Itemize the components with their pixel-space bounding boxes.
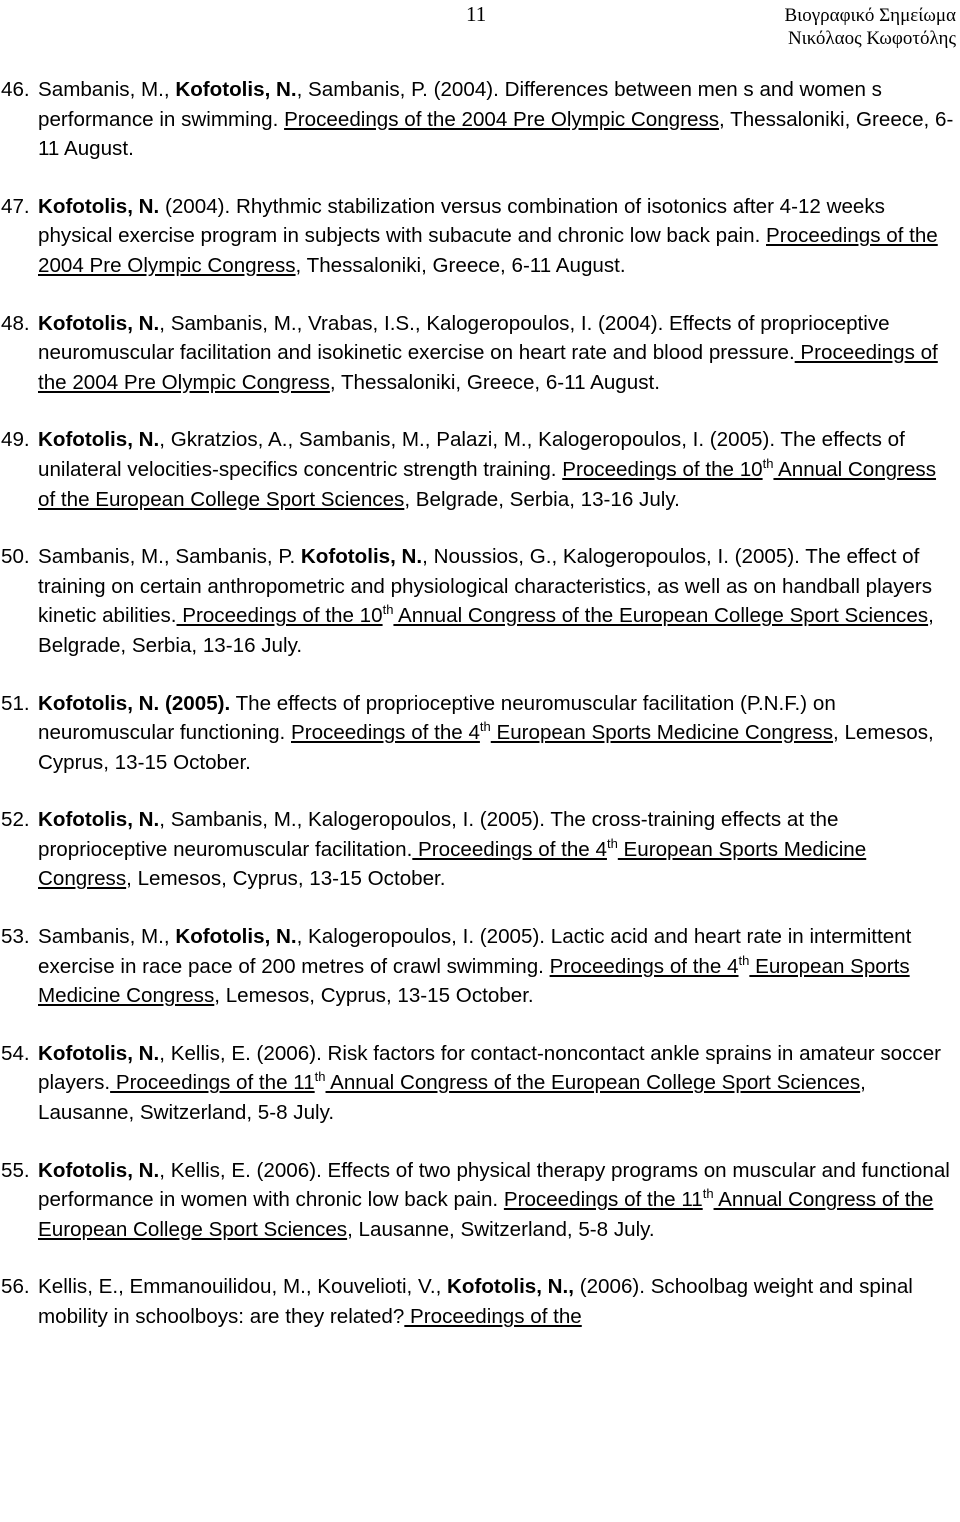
reference-text: , Kellis, E. (2006). Risk factors for contact-noncontact ankle sprains in amateur soccer players.: [38, 1041, 942, 1095]
author-name-bold: Kofotolis, N. (2005).: [38, 691, 231, 715]
reference-entry: [0, 1272, 960, 1331]
document-title: Βιογραφικό Σημείωμα: [784, 5, 956, 26]
proceedings-title: Proceedings of the 11: [503, 1188, 703, 1212]
author-name-bold: Kofotolis, N.,: [447, 1275, 574, 1299]
reference-entry: [0, 425, 960, 514]
author-name-bold: Kofotolis, N.: [38, 311, 160, 335]
ordinal-superscript: th: [762, 455, 774, 471]
author-name-bold: Kofotolis, N.: [38, 808, 160, 832]
reference-text: , Kellis, E. (2006). Effects of two physical therapy programs on muscular and functional performance in women with chronic low back pain.: [38, 1158, 950, 1212]
proceedings-title: European Sports Medicine Congress: [490, 721, 834, 745]
reference-number: 54.: [1, 1041, 30, 1065]
reference-entry: [0, 1156, 960, 1245]
reference-text: , Lemesos, Cyprus, 13-15 October.: [38, 721, 934, 774]
reference-number: 56.: [1, 1275, 30, 1299]
reference-number: 52.: [1, 808, 30, 832]
reference-number: 55.: [1, 1158, 30, 1182]
reference-text: , Belgrade, Serbia, 13-16 July.: [38, 604, 934, 657]
ordinal-superscript: th: [702, 1186, 714, 1202]
reference-entry: [0, 75, 960, 164]
proceedings-title: Annual Congress of the European College Sport Sciences: [325, 1071, 861, 1095]
reference-text: , Thessaloniki, Greece, 6-11 August.: [38, 107, 954, 161]
proceedings-title: European Sports Medicine Congress: [38, 837, 867, 891]
reference-text: , Lausanne, Switzerland, 5-8 July.: [38, 1071, 866, 1125]
reference-text: (2006). Schoolbag weight and spinal mobility in schoolboys: are they related?: [38, 1275, 913, 1328]
reference-text: (2004). Rhythmic stabilization versus combination of isotonics after 4-12 weeks physical exercise program in subjects with subacute and chronic low back pain.: [38, 194, 885, 248]
reference-text: , Lemesos, Cyprus, 13-15 October.: [126, 867, 446, 891]
author-name-bold: Kofotolis, N.: [300, 545, 423, 569]
proceedings-title: Proceedings of the 10: [176, 604, 383, 628]
proceedings-title: Annual Congress of the European College Sport Sciences: [393, 604, 929, 628]
proceedings-title: European Sports Medicine Congress: [38, 954, 910, 1008]
reference-entry: [0, 689, 960, 778]
reference-text: , Thessaloniki, Greece, 6-11 August.: [295, 253, 626, 277]
reference-text: Sambanis, M.,: [38, 925, 176, 949]
proceedings-title: Proceedings of the 11: [110, 1071, 315, 1095]
reference-text: , Kalogeropoulos, I. (2005). Lactic acid and heart rate in intermittent exercise in race pace of 200 metres of crawl swimming.: [38, 925, 912, 978]
reference-number: 48.: [1, 311, 30, 335]
reference-text: , Lemesos, Cyprus, 13-15 October.: [214, 984, 534, 1008]
ordinal-superscript: th: [382, 602, 394, 618]
page-number: 11: [466, 2, 487, 26]
author-name-bold: Kofotolis, N.: [38, 194, 160, 218]
proceedings-title: Proceedings of the 10: [562, 457, 763, 481]
reference-number: 53.: [1, 925, 30, 949]
ordinal-superscript: th: [314, 1069, 326, 1085]
proceedings-title: Annual Congress of the European College Sport Sciences: [38, 1188, 934, 1241]
running-header: [784, 4, 956, 50]
author-name-bold: Kofotolis, N.: [38, 1158, 160, 1182]
author-name: Νικόλαος Κωφοτόλης: [787, 28, 956, 49]
author-name-bold: Kofotolis, N.: [38, 1041, 160, 1065]
reference-entry: [0, 542, 960, 660]
reference-number: 49.: [1, 428, 30, 452]
reference-entry: [0, 805, 960, 894]
reference-number: 51.: [1, 691, 30, 715]
proceedings-title: Proceedings of the 4: [291, 721, 480, 745]
author-name-bold: Kofotolis, N.: [175, 925, 297, 949]
proceedings-title: Proceedings of the: [404, 1305, 582, 1328]
proceedings-title: Proceedings of the 4: [549, 954, 739, 978]
author-name-bold: Kofotolis, N.: [38, 428, 160, 452]
reference-text: , Belgrade, Serbia, 13-16 July.: [404, 487, 680, 511]
reference-number: 50.: [1, 545, 30, 569]
reference-text: Sambanis, M., Sambanis, P.: [38, 545, 301, 569]
reference-text: , Sambanis, M., Kalogeropoulos, I. (2005). The cross-training effects at the proprioceptive neuromuscular facilitation.: [38, 808, 839, 861]
reference-text: Sambanis, M.,: [38, 78, 176, 101]
reference-text: , Noussios, G., Kalogeropoulos, I. (2005). The effect of training on certain anthropometric and physiological characteristics, as well as on handball players kinetic abilities.: [38, 545, 933, 628]
author-name-bold: Kofotolis, N.: [175, 78, 297, 101]
reference-text: , Lausanne, Switzerland, 5-8 July.: [347, 1217, 655, 1241]
ordinal-superscript: th: [738, 952, 750, 968]
reference-number: 47.: [1, 194, 30, 218]
reference-text: Kellis, E., Emmanouilidou, M., Kouvelioti, V.,: [38, 1275, 448, 1299]
reference-text: , Sambanis, M., Vrabas, I.S., Kalogeropoulos, I. (2004). Effects of proprioceptive neuromuscular facilitation and isokinetic exercise on heart rate and blood pressure.: [38, 311, 890, 365]
reference-text: The effects of proprioceptive neuromuscular facilitation (P.N.F.) on neuromuscular functioning.: [38, 691, 836, 745]
ordinal-superscript: th: [479, 719, 491, 735]
reference-list: [0, 75, 960, 1360]
reference-entry: [0, 922, 960, 1011]
proceedings-title: Annual Congress of the European College Sport Sciences: [38, 457, 937, 511]
proceedings-title: Proceedings of the 2004 Pre Olympic Congress: [284, 107, 720, 131]
ordinal-superscript: th: [606, 835, 618, 851]
reference-entry: [0, 309, 960, 398]
reference-text: , Thessaloniki, Greece, 6-11 August.: [329, 370, 660, 394]
reference-text: , Sambanis, P. (2004). Differences between men s and women s performance in swimming.: [38, 78, 882, 131]
proceedings-title: Proceedings of the 4: [412, 837, 607, 861]
reference-entry: [0, 1039, 960, 1128]
proceedings-title: Proceedings of the 2004 Pre Olympic Congress: [38, 224, 938, 277]
reference-number: 46.: [1, 78, 30, 101]
proceedings-title: Proceedings of the 2004 Pre Olympic Congress: [38, 341, 938, 394]
reference-text: , Gkratzios, A., Sambanis, M., Palazi, M., Kalogeropoulos, I. (2005). The effects of unilateral velocities-specifics concentric strength training.: [38, 428, 905, 481]
reference-entry: [0, 192, 960, 281]
